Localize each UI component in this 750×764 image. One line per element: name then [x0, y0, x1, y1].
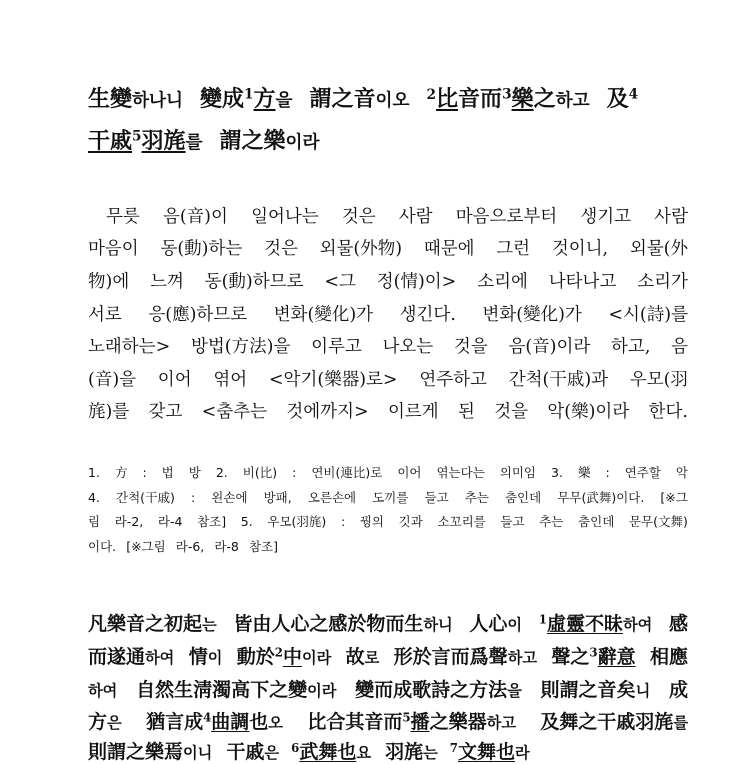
- commentary-term: 播: [410, 711, 430, 733]
- commentary-line-1: [88, 609, 688, 636]
- translation-word: 동(動)하므로: [204, 272, 304, 292]
- footnote-word: 문무(文舞): [628, 514, 688, 529]
- commentary-particle: 이: [207, 649, 223, 667]
- footnote-word: :: [142, 465, 147, 480]
- commentary-text: 相應: [649, 646, 688, 668]
- footnote-word: :: [340, 514, 346, 529]
- footnote-marker[interactable]: 4: [628, 86, 639, 103]
- translation-word: 소리가: [637, 272, 688, 292]
- commentary-particle: 를: [673, 714, 688, 732]
- footnote-word: 소꼬리를: [437, 514, 486, 529]
- commentary-text: 感: [668, 613, 688, 635]
- footnote-word: 우모(羽旄): [267, 514, 327, 529]
- translation-word: 정(情)이>: [376, 272, 457, 292]
- footnote-word: 림: [88, 514, 101, 529]
- translation-line: [88, 333, 688, 358]
- commentary-text: 成: [668, 679, 688, 701]
- commentary-particle: 하니: [423, 616, 453, 634]
- heading-particle: 하나니: [132, 90, 184, 111]
- commentary-particle: 하여: [88, 682, 118, 700]
- heading-term: 干戚: [88, 128, 133, 154]
- translation-word: 이어: [157, 370, 192, 390]
- commentary-particle: 요: [356, 744, 372, 762]
- commentary-term: 曲調: [211, 711, 250, 733]
- footnote-marker[interactable]: 4: [203, 710, 212, 725]
- footnote-word: 方: [114, 465, 128, 480]
- translation-word: 무릇: [106, 207, 140, 227]
- translation-word: 소리에: [477, 272, 528, 292]
- footnote-word: 왼손에: [211, 490, 248, 505]
- footnote-word: 樂: [577, 465, 591, 480]
- footnote-word: 악: [675, 465, 688, 480]
- footnote-word: 참조]: [197, 514, 227, 529]
- commentary-particle: 은: [107, 714, 122, 732]
- footnote-word: 이어: [397, 465, 422, 480]
- translation-word: 변화(變化)가: [273, 305, 374, 325]
- footnote-word: 법: [161, 465, 174, 480]
- translation-word: 마음으로부터: [455, 207, 558, 227]
- translation-word: 된: [458, 402, 475, 422]
- footnote-word: 꿩의: [359, 514, 384, 529]
- commentary-text: 形於言而爲聲: [393, 646, 508, 668]
- commentary-text: 比合其音而: [307, 711, 403, 733]
- footnote-word: 4.: [88, 490, 100, 505]
- footnote-word: 들고: [424, 490, 449, 505]
- translation-word: 사람: [398, 207, 433, 227]
- translation-word: 엮어: [213, 370, 248, 390]
- footnote-marker[interactable]: 2: [426, 86, 437, 103]
- footnote-marker[interactable]: 5: [402, 710, 411, 725]
- footnote-word: :: [292, 465, 297, 480]
- heading-particle: 를: [185, 132, 203, 153]
- translation-word: 나타나고: [548, 272, 617, 292]
- translation-word: 이르게: [387, 402, 439, 422]
- translation-word: 방법(方法)을: [191, 337, 291, 357]
- translation-word: 외물(外: [629, 239, 688, 259]
- heading-particle: 이오: [375, 90, 410, 111]
- commentary-particle: 이라: [301, 649, 332, 667]
- footnote-word: 추는: [539, 514, 564, 529]
- footnote-word: [※그림: [126, 539, 166, 554]
- commentary-text: 羽旄: [385, 741, 424, 763]
- footnote-word: 춤인데: [578, 514, 615, 529]
- commentary-text: 自然生淸濁高下之變: [136, 679, 308, 701]
- footnote-word: 깃과: [398, 514, 423, 529]
- translation-line: [88, 301, 688, 326]
- commentary-text: 猶言成: [146, 711, 204, 733]
- translation-word: 느껴: [150, 272, 184, 292]
- translation-word: 나오는: [382, 337, 434, 357]
- translation-word: 음(音)이: [162, 207, 228, 227]
- translation-word: 연주하고: [419, 370, 487, 390]
- commentary-line-3: [88, 675, 688, 702]
- footnote-marker[interactable]: 1: [538, 612, 547, 627]
- commentary-term: 文舞也: [457, 741, 515, 763]
- heading-text: 及: [606, 86, 629, 112]
- translation-word: 동(動)하는: [160, 239, 243, 259]
- footnote-word: 방패,: [263, 490, 292, 505]
- commentary-particle: 하여: [145, 649, 175, 667]
- translation-word: 갖고: [148, 402, 183, 422]
- footnote-marker[interactable]: 1: [244, 86, 254, 103]
- heading-text: 變成: [200, 86, 245, 112]
- translation-word: 그런: [496, 239, 531, 259]
- footnote-marker[interactable]: 3: [502, 86, 512, 103]
- commentary-particle: 이니: [183, 744, 213, 762]
- footnote-word: 이다.: [88, 539, 117, 554]
- heading-particle: 을: [275, 90, 293, 111]
- footnote-word: 들고: [500, 514, 525, 529]
- commentary-particle: 을: [507, 682, 522, 700]
- commentary-particle: 이: [507, 616, 523, 634]
- commentary-text: 方: [88, 711, 108, 733]
- footnote-marker[interactable]: 2: [274, 645, 283, 660]
- commentary-text: 干戚: [226, 741, 265, 763]
- commentary-particle: 는: [202, 616, 217, 634]
- footnote-word: 2.: [215, 465, 228, 480]
- translation-word: 일어나는: [251, 207, 319, 227]
- heading-text: 之: [533, 86, 556, 112]
- translation-word: (音)을: [88, 370, 137, 390]
- translation-line: [106, 203, 688, 228]
- translation-word: 생긴다.: [399, 305, 456, 325]
- footnote-word: 연비(連比)로: [311, 465, 383, 480]
- commentary-text: 之樂器: [429, 711, 487, 733]
- footnote-word: 5.: [240, 514, 253, 529]
- commentary-text: 變而成歌詩之方法: [355, 679, 508, 701]
- commentary-term: 辭意: [597, 646, 636, 668]
- translation-word: 응(應)하므로: [148, 305, 248, 325]
- translation-word: 음: [671, 337, 688, 357]
- commentary-particle: 오: [268, 714, 283, 732]
- footnote-word: 라-2,: [114, 514, 144, 529]
- commentary-particle: 하여: [622, 616, 653, 634]
- footnote-word: :: [605, 465, 610, 480]
- commentary-text: 及舞之干戚羽旄: [540, 711, 674, 733]
- footnote-word: 오른손에: [307, 490, 357, 505]
- heading-term: 羽旄: [141, 128, 186, 154]
- translation-word: 하고,: [611, 337, 651, 357]
- commentary-text: 凡樂音之初起: [88, 613, 203, 635]
- footnote-word: 도끼를: [372, 490, 409, 505]
- heading-line-1: [88, 82, 750, 113]
- translation-word: 외물(外物): [319, 239, 403, 259]
- footnote-line: [88, 512, 688, 530]
- translation-word: 노래하는>: [88, 337, 171, 357]
- footnote-word: 춤인데: [504, 490, 542, 505]
- translation-word: 한다.: [648, 402, 688, 422]
- commentary-line-2: [88, 642, 688, 669]
- footnote-word: 3.: [551, 465, 563, 480]
- commentary-text: 則謂之樂焉: [88, 741, 184, 763]
- commentary-particle: 하고: [486, 714, 516, 732]
- translation-word: 旄)를: [88, 402, 130, 422]
- heading-line-2: [88, 124, 750, 155]
- translation-word: 것은: [341, 207, 376, 227]
- translation-line: [88, 366, 688, 391]
- commentary-particle: 라: [515, 744, 530, 762]
- heading-term: 樂: [511, 86, 534, 112]
- translation-word: 음(音)이라: [508, 337, 591, 357]
- footnote-word: 라-8: [214, 539, 239, 554]
- footnote-word: 1.: [88, 465, 100, 480]
- translation-word: 우모(羽: [629, 370, 688, 390]
- commentary-particle: 이라: [307, 682, 337, 700]
- translation-word: 것을: [453, 337, 488, 357]
- translation-word: 것은: [264, 239, 298, 259]
- footnote-word: [※그: [660, 490, 688, 505]
- translation-word: 생기고: [580, 207, 632, 227]
- heading-particle: 하고: [555, 90, 590, 111]
- translation-word: 것이니,: [551, 239, 609, 259]
- footnote-marker[interactable]: 6: [291, 740, 300, 755]
- translation-word: 서로: [88, 305, 122, 325]
- translation-word: <춤추는: [201, 402, 268, 422]
- commentary-particle: 니: [635, 682, 651, 700]
- footnote-line: [88, 488, 688, 506]
- translation-word: 변화(變化)가: [482, 305, 582, 325]
- heading-text: 謂之樂: [219, 128, 286, 154]
- commentary-text: 故: [345, 646, 365, 668]
- commentary-text: 人心: [469, 613, 508, 635]
- commentary-text: 而遂通: [88, 646, 146, 668]
- heading-text: 音而: [458, 86, 503, 112]
- translation-word: 것에까지>: [286, 402, 369, 422]
- commentary-text: 動於: [236, 646, 275, 668]
- translation-line: [88, 235, 688, 260]
- footnote-marker[interactable]: 3: [589, 645, 598, 660]
- footnote-word: 추는: [464, 490, 489, 505]
- translation-word: 이루고: [311, 337, 362, 357]
- footnote-word: 의미임: [499, 465, 537, 480]
- footnote-word: 비(比): [242, 465, 278, 480]
- commentary-line-4: [88, 707, 688, 734]
- footnote-word: 라-4: [157, 514, 183, 529]
- commentary-line-5: [88, 737, 750, 764]
- commentary-text: 則謂之音矣: [540, 679, 636, 701]
- translation-word: <악기(樂器)로>: [268, 370, 398, 390]
- heading-particle: 이라: [285, 132, 320, 153]
- heading-text: 生變: [88, 86, 133, 112]
- translation-word: 악(樂)이라: [547, 402, 630, 422]
- heading-term: 方: [253, 86, 276, 112]
- translation-line: [88, 268, 688, 293]
- footnote-word: 간척(干戚): [116, 490, 175, 505]
- commentary-term: 虛靈不昧: [546, 613, 623, 635]
- footnote-marker[interactable]: 7: [449, 740, 458, 755]
- footnote-word: 무무(武舞)이다.: [557, 490, 645, 505]
- commentary-term: 武舞也: [299, 741, 357, 763]
- commentary-text: 情: [188, 646, 208, 668]
- commentary-particle: 로: [364, 649, 380, 667]
- footnote-word: 엮는다는: [436, 465, 485, 480]
- commentary-particle: 는: [423, 744, 438, 762]
- translation-word: 物)에: [88, 272, 130, 292]
- translation-word: 때문에: [423, 239, 475, 259]
- translation-word: 사람: [654, 207, 688, 227]
- commentary-text: 皆由人心之感於物而生: [233, 613, 424, 635]
- translation-word: 마음이: [88, 239, 139, 259]
- footnote-word: 참조]: [248, 539, 278, 554]
- commentary-term: 中: [282, 646, 302, 668]
- footnote-word: :: [191, 490, 196, 505]
- footnote-line: [88, 463, 688, 481]
- translation-word: 것을: [494, 402, 529, 422]
- footnote-line: [88, 537, 278, 555]
- translation-word: <시(詩)를: [608, 305, 688, 325]
- translation-line: [88, 398, 688, 423]
- commentary-text: 聲之: [551, 646, 590, 668]
- commentary-particle: 하고: [507, 649, 538, 667]
- translation-word: <그: [324, 272, 356, 292]
- heading-term: 比: [436, 86, 459, 112]
- footnote-word: 연주할: [624, 465, 661, 480]
- translation-word: 간척(干戚)과: [508, 370, 609, 390]
- footnote-word: 라-6,: [175, 539, 205, 554]
- footnote-word: 방: [188, 465, 201, 480]
- heading-text: 謂之音: [309, 86, 376, 112]
- footnote-marker[interactable]: 5: [132, 128, 142, 145]
- commentary-text: 也: [249, 711, 269, 733]
- commentary-particle: 은: [264, 744, 280, 762]
